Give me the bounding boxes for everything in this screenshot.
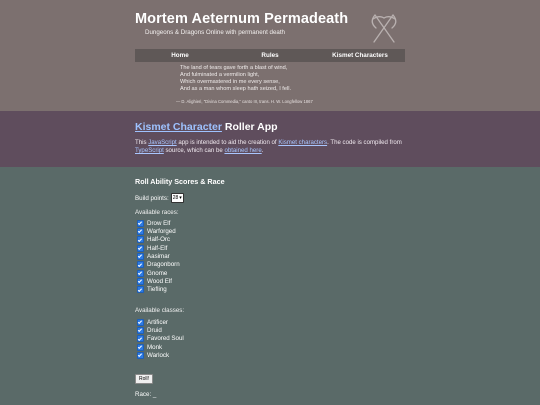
site-subtitle: Dungeons & Dragons Online with permanent death xyxy=(145,29,285,36)
class-checkbox[interactable] xyxy=(137,319,144,326)
race-checkbox[interactable] xyxy=(137,270,144,277)
class-checkbox[interactable] xyxy=(137,352,144,359)
desc-text: . xyxy=(261,147,264,154)
roller-section xyxy=(0,167,540,405)
race-option[interactable] xyxy=(137,286,180,294)
build-points-label: Build points: xyxy=(135,194,169,202)
race-option[interactable] xyxy=(137,261,180,269)
race-label: Aasimar xyxy=(147,253,170,261)
class-checkbox[interactable] xyxy=(137,335,144,342)
class-label: Artificer xyxy=(147,318,168,326)
race-checkbox[interactable] xyxy=(137,236,144,243)
class-label: Druid xyxy=(147,327,162,335)
race-checkbox[interactable] xyxy=(137,245,144,252)
epigraph-line: And as a man whom sleep hath seized, I fell. xyxy=(180,86,292,92)
race-option[interactable] xyxy=(137,252,180,260)
desc-text: . The code is compiled from xyxy=(327,139,402,146)
epigraph-line: The land of tears gave forth a blast of wind, xyxy=(180,65,288,71)
race-option[interactable] xyxy=(137,219,180,227)
build-points-value: 28 xyxy=(172,195,179,201)
race-option[interactable] xyxy=(137,277,180,285)
race-label: Gnome xyxy=(147,269,168,277)
typescript-link[interactable]: TypeScript xyxy=(135,147,164,154)
race-label: Warforged xyxy=(147,228,176,236)
race-option[interactable] xyxy=(137,227,180,235)
race-checkbox[interactable] xyxy=(137,286,144,293)
section-title: Roll Ability Scores & Race xyxy=(135,177,225,186)
chevron-down-icon: ▾ xyxy=(179,195,182,201)
desc-text: source, which can be xyxy=(163,147,225,154)
classes-label: Available classes: xyxy=(135,307,185,314)
build-points-select[interactable] xyxy=(171,193,184,203)
class-option[interactable] xyxy=(137,351,184,359)
races-label: Available races: xyxy=(135,209,179,216)
race-result: Race: _ xyxy=(135,391,157,398)
class-label: Monk xyxy=(147,343,163,351)
race-label: Drow Elf xyxy=(147,219,171,227)
build-points-row xyxy=(135,193,184,203)
javascript-link[interactable]: JavaScript xyxy=(148,139,177,146)
class-label: Warlock xyxy=(147,352,170,360)
class-list xyxy=(137,318,184,360)
epigraph-line: And fulminated a vermilion light, xyxy=(180,72,260,78)
nav-rules[interactable]: Rules xyxy=(261,52,279,59)
race-checkbox[interactable] xyxy=(137,253,144,260)
race-option[interactable] xyxy=(137,236,180,244)
race-option[interactable] xyxy=(137,269,180,277)
kismet-characters-link[interactable]: Kismet characters xyxy=(278,139,328,146)
nav-kismet-characters[interactable]: Kismet Characters xyxy=(332,52,388,59)
app-title xyxy=(135,121,278,133)
kismet-character-link[interactable]: Kismet Character xyxy=(135,121,222,133)
source-link[interactable]: obtained here xyxy=(224,147,262,154)
app-description xyxy=(135,139,405,155)
race-checkbox[interactable] xyxy=(137,278,144,285)
main-nav xyxy=(135,49,405,62)
site-header xyxy=(0,0,540,111)
class-option[interactable] xyxy=(137,343,184,351)
race-option[interactable] xyxy=(137,244,180,252)
desc-text: app is intended to aid the creation of xyxy=(176,139,279,146)
class-option[interactable] xyxy=(137,335,184,343)
class-option[interactable] xyxy=(137,326,184,334)
race-checkbox[interactable] xyxy=(137,261,144,268)
race-checkbox[interactable] xyxy=(137,220,144,227)
class-label: Favored Soul xyxy=(147,335,184,343)
class-checkbox[interactable] xyxy=(137,344,144,351)
app-title-rest: Roller App xyxy=(221,121,278,133)
race-label: Tiefling xyxy=(147,286,167,294)
race-label: Half-Orc xyxy=(147,236,171,244)
epigraph-line: Which overmastered in me every sense, xyxy=(180,79,280,85)
race-list xyxy=(137,219,180,294)
crossed-scythes-icon xyxy=(367,10,401,44)
race-checkbox[interactable] xyxy=(137,228,144,235)
epigraph-citation: — D. Alighieri, "Divina Commedia," canto III, trans. H. W. Longfellow 1867 xyxy=(176,99,313,104)
roll-button[interactable]: Roll! xyxy=(135,374,153,384)
desc-text: This xyxy=(135,139,149,146)
race-label: Wood Elf xyxy=(147,278,172,286)
epigraph xyxy=(180,65,291,93)
class-checkbox[interactable] xyxy=(137,327,144,334)
race-label: Half-Elf xyxy=(147,244,168,252)
site-title: Mortem Aeternum Permadeath xyxy=(135,11,349,27)
nav-home[interactable]: Home xyxy=(171,52,189,59)
app-intro xyxy=(0,111,540,167)
race-label: Dragonborn xyxy=(147,261,180,269)
class-option[interactable] xyxy=(137,318,184,326)
